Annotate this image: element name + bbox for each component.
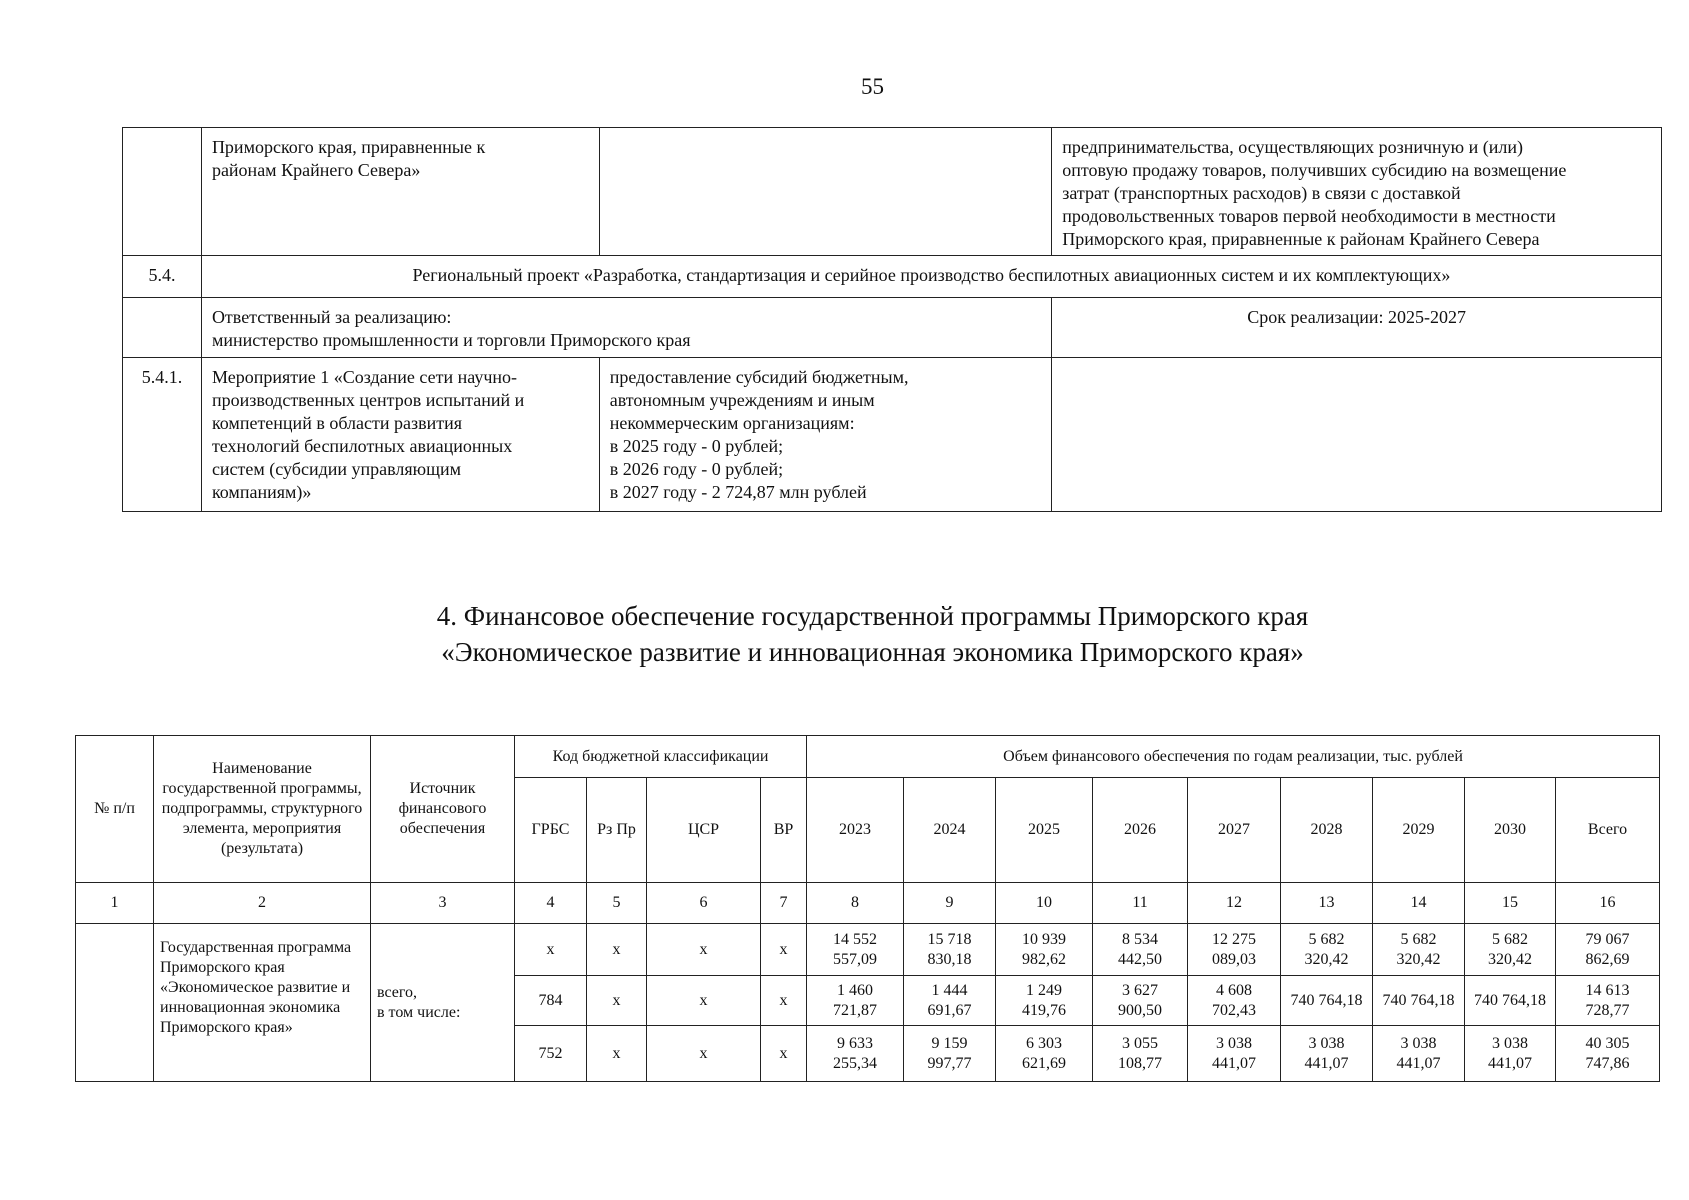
header-rzpr: Рз Пр xyxy=(587,778,647,883)
column-number: 16 xyxy=(1556,883,1660,924)
grbs-code: 752 xyxy=(515,1026,587,1082)
column-number: 15 xyxy=(1465,883,1556,924)
header-years-group: Объем финансового обеспечения по годам реализации, тыс. рублей xyxy=(807,736,1660,778)
year-amount: 9 633 255,34 xyxy=(807,1026,904,1082)
column-number: 10 xyxy=(996,883,1093,924)
vr-code: x xyxy=(761,1026,807,1082)
year-amount: 15 718 830,18 xyxy=(904,924,996,976)
column-number: 1 xyxy=(76,883,154,924)
header-vr: ВР xyxy=(761,778,807,883)
section-title-line-2: «Экономическое развитие и инновационная экономика Приморского края» xyxy=(441,637,1304,667)
csr-code: x xyxy=(647,1026,761,1082)
measure-description xyxy=(599,128,1052,256)
year-amount: 740 764,18 xyxy=(1373,976,1465,1026)
year-amount: 8 534 442,50 xyxy=(1093,924,1188,976)
year-amount: 3 627 900,50 xyxy=(1093,976,1188,1026)
year-amount: 6 303 621,69 xyxy=(996,1026,1093,1082)
header-year: 2025 xyxy=(996,778,1093,883)
header-row xyxy=(76,736,1660,778)
table-row xyxy=(123,128,1662,256)
column-number: 8 xyxy=(807,883,904,924)
header-year: 2027 xyxy=(1188,778,1281,883)
column-number: 11 xyxy=(1093,883,1188,924)
page-number: 55 xyxy=(861,74,884,99)
year-amount: 14 552 557,09 xyxy=(807,924,904,976)
measure-name: Мероприятие 1 «Создание сети научно- производственных центров испытаний и компетенций в области развития технологий беспилотных авиационных систем (субсидии управляющим компаниям)» xyxy=(201,358,599,512)
vr-code: x xyxy=(761,924,807,976)
total-amount: 79 067 862,69 xyxy=(1556,924,1660,976)
section-title-line-1: 4. Финансовое обеспечение государственной программы Приморского края xyxy=(436,601,1309,631)
measure-description: предоставление субсидий бюджетным, автономным учреждениям и иным некоммерческим организациям: в 2025 году - 0 рублей; в 2026 году - 0 рублей; в 2027 году - 2 724,87 млн рублей xyxy=(599,358,1052,512)
header-year: 2026 xyxy=(1093,778,1188,883)
header-grbs: ГРБС xyxy=(515,778,587,883)
column-number: 7 xyxy=(761,883,807,924)
grbs-code: 784 xyxy=(515,976,587,1026)
header-source: Источник финансового обеспечения xyxy=(371,736,515,883)
column-number: 3 xyxy=(371,883,515,924)
financing-body xyxy=(76,924,1660,1082)
header-year: 2029 xyxy=(1373,778,1465,883)
column-numbers-row xyxy=(76,883,1660,924)
total-amount: 40 305 747,86 xyxy=(1556,1026,1660,1082)
year-amount: 740 764,18 xyxy=(1465,976,1556,1026)
column-number: 2 xyxy=(154,883,371,924)
measure-result xyxy=(1052,358,1662,512)
year-amount: 3 038 441,07 xyxy=(1465,1026,1556,1082)
regional-project-title: Региональный проект «Разработка, стандартизация и серийное производство беспилотных авиационных систем и их комплектующих» xyxy=(201,256,1661,298)
column-number: 4 xyxy=(515,883,587,924)
table-row xyxy=(76,924,1660,976)
column-number: 12 xyxy=(1188,883,1281,924)
year-amount: 3 038 441,07 xyxy=(1373,1026,1465,1082)
header-year: 2023 xyxy=(807,778,904,883)
column-number: 14 xyxy=(1373,883,1465,924)
header-total: Всего xyxy=(1556,778,1660,883)
year-amount: 740 764,18 xyxy=(1281,976,1373,1026)
rzpr-code: x xyxy=(587,976,647,1026)
column-number: 6 xyxy=(647,883,761,924)
rzpr-code: x xyxy=(587,1026,647,1082)
measure-result: предпринимательства, осуществляющих розничную и (или) оптовую продажу товаров, получивших субсидию на возмещение затрат (транспортных расходов) в связи с доставкой продовольственных товаров первой необходимости в местности Приморского края, приравненные к районам Крайнего Севера xyxy=(1052,128,1662,256)
year-amount: 1 249 419,76 xyxy=(996,976,1093,1026)
year-amount: 12 275 089,03 xyxy=(1188,924,1281,976)
year-amount: 3 038 441,07 xyxy=(1188,1026,1281,1082)
implementation-term: Срок реализации: 2025-2027 xyxy=(1052,298,1662,358)
column-number: 5 xyxy=(587,883,647,924)
header-num: № п/п xyxy=(76,736,154,883)
header-year: 2030 xyxy=(1465,778,1556,883)
year-amount: 5 682 320,42 xyxy=(1373,924,1465,976)
header-name: Наименование государственной программы, подпрограммы, структурного элемента, мероприятия (результата) xyxy=(154,736,371,883)
csr-code: x xyxy=(647,976,761,1026)
financing-table xyxy=(75,735,1660,1082)
column-number: 13 xyxy=(1281,883,1373,924)
year-amount: 1 460 721,87 xyxy=(807,976,904,1026)
year-amount: 5 682 320,42 xyxy=(1281,924,1373,976)
header-year: 2028 xyxy=(1281,778,1373,883)
row-number xyxy=(123,128,202,256)
header-kbk-group: Код бюджетной классификации xyxy=(515,736,807,778)
measures-table xyxy=(122,127,1662,512)
header-csr: ЦСР xyxy=(647,778,761,883)
program-number xyxy=(76,924,154,1082)
table-row xyxy=(123,358,1662,512)
csr-code: x xyxy=(647,924,761,976)
row-number: 5.4.1. xyxy=(123,358,202,512)
measure-name: Приморского края, приравненные к районам Крайнего Севера» xyxy=(201,128,599,256)
grbs-code: x xyxy=(515,924,587,976)
year-amount: 9 159 997,77 xyxy=(904,1026,996,1082)
total-amount: 14 613 728,77 xyxy=(1556,976,1660,1026)
vr-code: x xyxy=(761,976,807,1026)
column-number: 9 xyxy=(904,883,996,924)
year-amount: 3 038 441,07 xyxy=(1281,1026,1373,1082)
financing-source: всего, в том числе: xyxy=(371,924,515,1082)
table-row xyxy=(123,256,1662,298)
responsible-party: Ответственный за реализацию: министерство промышленности и торговли Приморского края xyxy=(201,298,1051,358)
year-amount: 4 608 702,43 xyxy=(1188,976,1281,1026)
year-amount: 5 682 320,42 xyxy=(1465,924,1556,976)
year-amount: 3 055 108,77 xyxy=(1093,1026,1188,1082)
year-amount: 1 444 691,67 xyxy=(904,976,996,1026)
header-year: 2024 xyxy=(904,778,996,883)
row-number: 5.4. xyxy=(123,256,202,298)
program-name: Государственная программа Приморского края «Экономическое развитие и инновационная экономика Приморского края» xyxy=(154,924,371,1082)
table-row xyxy=(123,298,1662,358)
rzpr-code: x xyxy=(587,924,647,976)
year-amount: 10 939 982,62 xyxy=(996,924,1093,976)
